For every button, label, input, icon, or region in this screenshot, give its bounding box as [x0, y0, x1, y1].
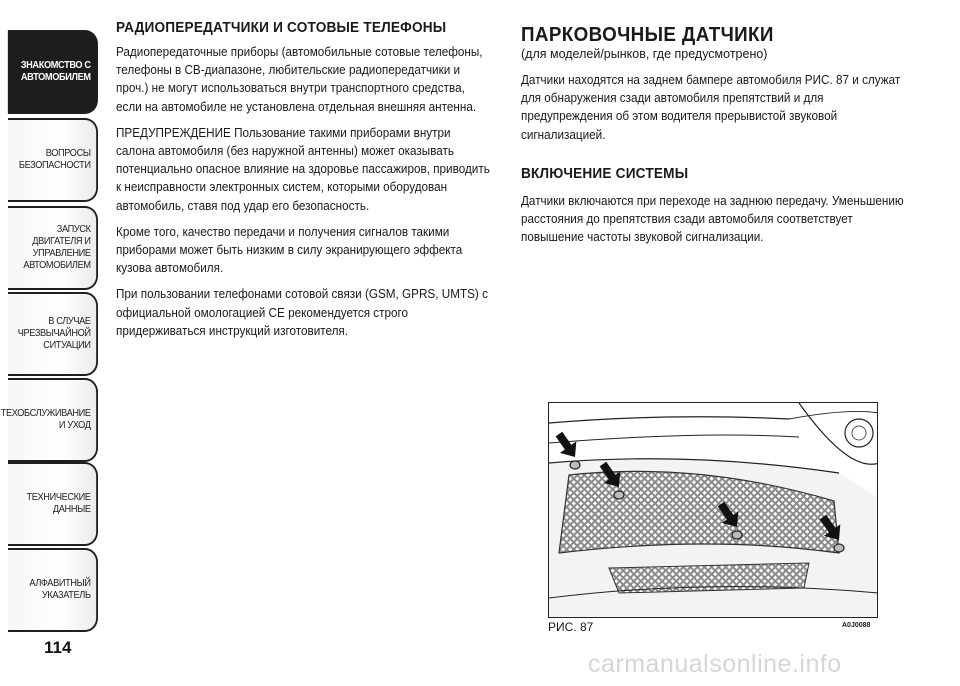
tab-maintenance[interactable]: ТЕХОБСЛУЖИВАНИЕ И УХОД — [8, 378, 98, 462]
section-heading-activation: ВКЛЮЧЕНИЕ СИСТЕМЫ — [521, 165, 689, 182]
bumper-sensor-figure — [548, 402, 878, 618]
figure-caption: РИС. 87 — [548, 620, 594, 634]
figure-code: A0J0088 — [842, 622, 871, 629]
sensor-marker-4 — [834, 544, 844, 552]
activation-paragraph: Датчики включаются при переходе на заднюю передачу. Уменьшению расстояния до препятствия сзади автомобиля соответствует повышение частоты звуковой сигнализации. — [521, 193, 904, 245]
bumper-illustration — [549, 403, 878, 618]
warning-paragraph: ПРЕДУПРЕЖДЕНИЕ Пользование такими приборами внутри салона автомобиля (без наружной антенны) может оказывать потенциально опасное влияние на здоровье пассажиров, приводить к неисправности электронных систем, которыми оборудован автомобиль, ставя под удар его безопасность. — [116, 125, 490, 213]
tab-starting-and-driving[interactable]: ЗАПУСК ДВИГАТЕЛЯ И УПРАВЛЕНИЕ АВТОМОБИЛЕМ — [8, 206, 98, 290]
watermark: carmanualsonline.info — [588, 650, 842, 678]
subtitle: (для моделей/рынков, где предусмотрено) — [521, 47, 768, 61]
paragraph-3: Кроме того, качество передачи и получения сигналов такими приборами может быть низким в силу экранирующего эффекта кузова автомобиля. — [116, 224, 463, 276]
tab-emergency[interactable]: В СЛУЧАЕ ЧРЕЗВЫЧАЙНОЙ СИТУАЦИИ — [8, 292, 98, 376]
radio-transmitters-section — [116, 20, 494, 340]
arrow-icon — [551, 428, 583, 462]
intro-paragraph: Датчики находятся на заднем бампере автомобиля РИС. 87 и служат для обнаружения сзади автомобиля препятствий и для предупреждения об этом водителя прерывистой звуковой сигнализацией. — [521, 73, 901, 142]
section-heading-radio: РАДИОПЕРЕДАТЧИКИ И СОТОВЫЕ ТЕЛЕФОНЫ — [116, 20, 447, 36]
tab-getting-to-know[interactable]: ЗНАКОМСТВО С АВТОМОБИЛЕМ — [8, 30, 98, 114]
paragraph-1: Радиопередаточные приборы (автомобильные сотовые телефоны, телефоны в CB-диапазоне, любительские радиопередатчики и проч.) не могут использоваться внутри транспортного средства, если на автомобиле не установлена отдельная внешняя антенна. — [116, 45, 483, 114]
tab-index[interactable]: АЛФАВИТНЫЙ УКАЗАТЕЛЬ — [8, 548, 98, 632]
tab-safety[interactable]: ВОПРОСЫ БЕЗОПАСНОСТИ — [8, 118, 98, 202]
sensor-marker-1 — [570, 461, 580, 469]
paragraph-4: При пользовании телефонами сотовой связи (GSM, GPRS, UMTS) с официальной омологацией CE рекомендуется строго придерживаться инструкций изготовителя. — [116, 287, 488, 338]
sensor-marker-2 — [614, 491, 624, 499]
tab-technical-data[interactable]: ТЕХНИЧЕСКИЕ ДАННЫЕ — [8, 462, 98, 546]
page-title: ПАРКОВОЧНЫЕ ДАТЧИКИ — [521, 24, 774, 46]
page-number: 114 — [44, 638, 72, 657]
parking-sensors-section — [521, 24, 913, 246]
sensor-marker-3 — [732, 531, 742, 539]
